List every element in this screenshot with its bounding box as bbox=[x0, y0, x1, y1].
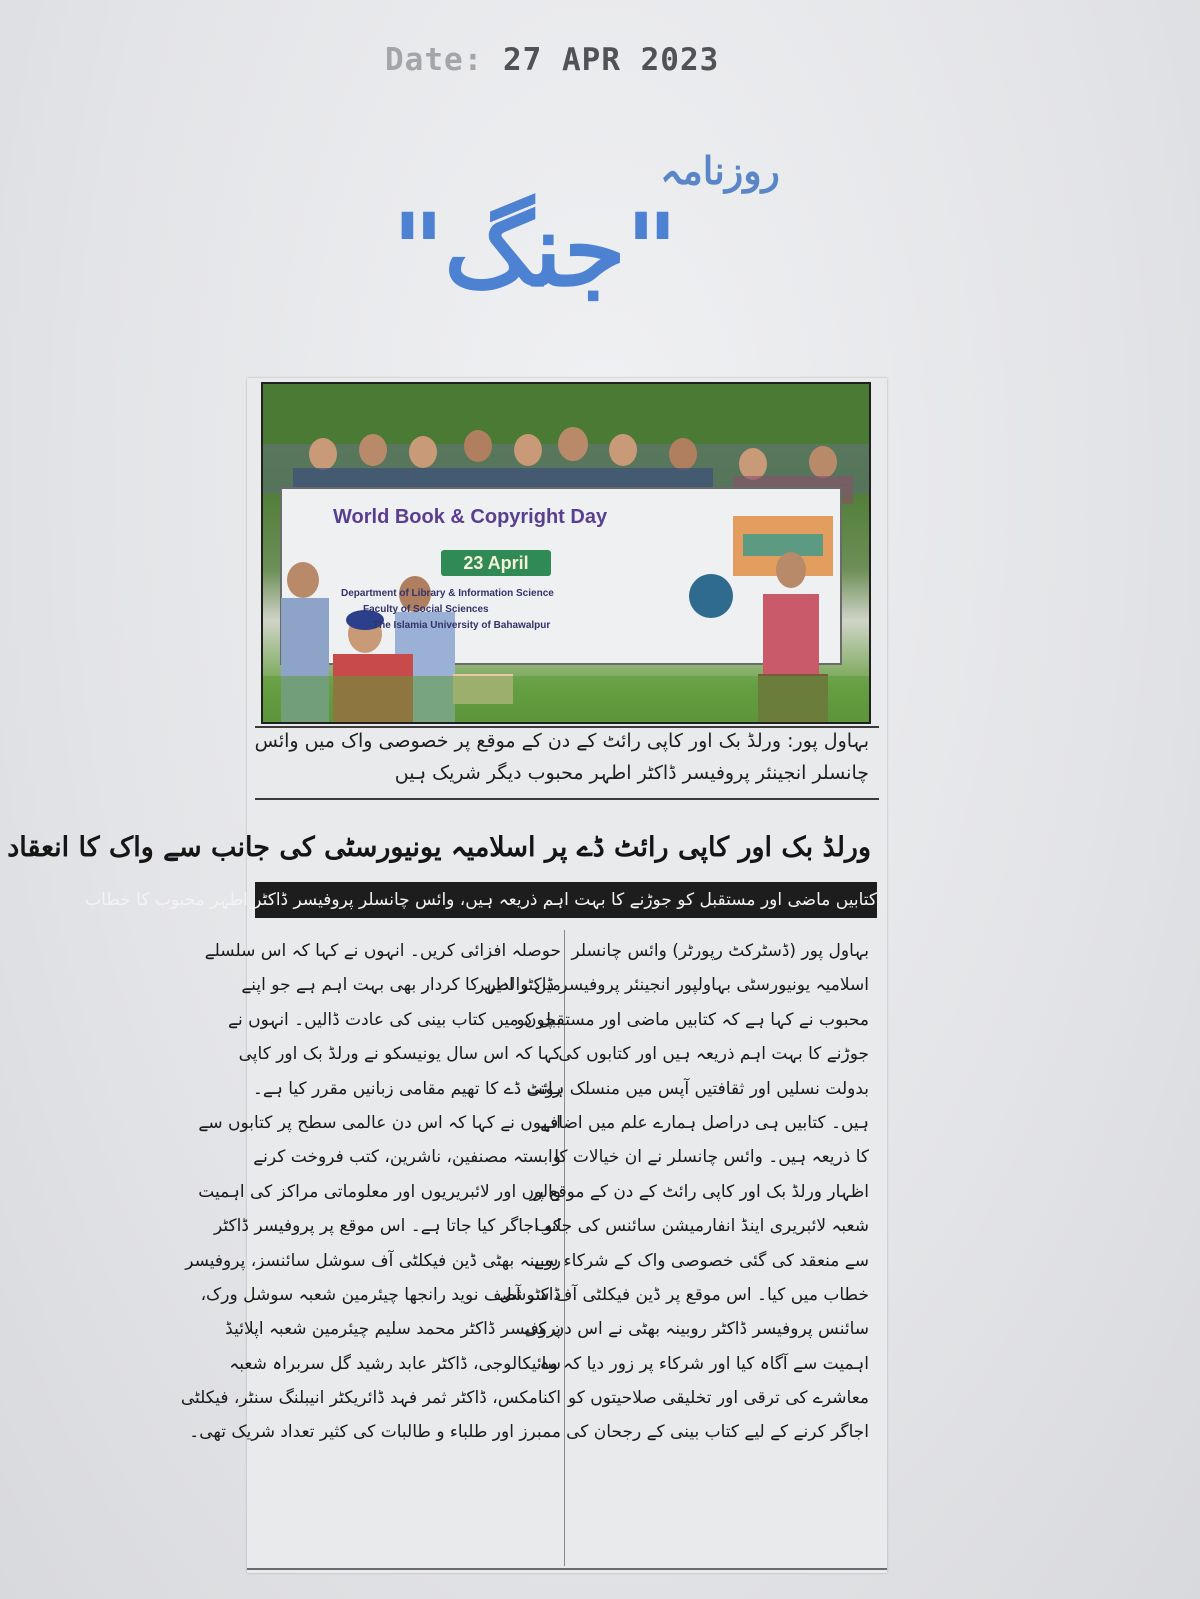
photo-caption-line-1: بہاول پور: ورلڈ بک اور کاپی رائٹ کے دن کے موقع پر خصوصی واک میں وائس bbox=[254, 730, 869, 752]
article-line: بچوں میں کتاب بینی کی عادت ڈالیں۔ انہوں نے bbox=[228, 1009, 561, 1030]
article-line: کہا کہ اس سال یونیسکو نے ورلڈ بک اور کاپی bbox=[238, 1044, 561, 1065]
caption-top-rule bbox=[255, 726, 879, 728]
caption-bottom-rule bbox=[255, 798, 879, 800]
article-line: جوڑنے کا بہت اہم ذریعہ ہیں اور کتابوں کی bbox=[558, 1044, 869, 1065]
article-line: سائیکالوجی، ڈاکٹر عابد رشید گل سربراہ شعبہ bbox=[229, 1353, 561, 1374]
article-line: کا ذریعہ ہیں۔ وائس چانسلر نے ان خیالات کا bbox=[554, 1147, 869, 1168]
article-line: اجاگر کرنے کے لیے کتاب بینی کے رجحان کی bbox=[566, 1422, 869, 1443]
article-column-right bbox=[476, 934, 869, 1564]
article-line: اظہار ورلڈ بک اور کاپی رائٹ کے دن کے موقع پر bbox=[529, 1181, 869, 1202]
banner-date: 23 April bbox=[441, 550, 551, 576]
masthead-title: "جنگ" bbox=[392, 191, 678, 309]
article-line: ڈاکٹر آصف نوید رانجھا چیئرمین شعبہ سوشل ورک، bbox=[200, 1284, 561, 1305]
article-line: بدولت نسلیں اور ثقافتیں آپس میں منسلک ہوتی bbox=[526, 1078, 869, 1099]
article-line: پروفیسر ڈاکٹر محمد سلیم چیئرمین شعبہ اپلائیڈ bbox=[225, 1319, 561, 1340]
article-line: وابستہ مصنفین، ناشرین، کتب فروخت کرنے bbox=[253, 1147, 561, 1168]
article-line: سائنس پروفیسر ڈاکٹر روبینہ بھٹی نے اس دن کی bbox=[524, 1319, 869, 1340]
newspaper-clipping bbox=[7, 378, 887, 1573]
article-line: شعبہ لائبریری اینڈ انفارمیشن سائنس کی جانب bbox=[535, 1216, 869, 1237]
article-line: اہمیت سے آگاہ کیا اور شرکاء پر زور دیا کہ وہ bbox=[539, 1353, 869, 1374]
article-column-left bbox=[180, 934, 561, 1564]
banner-title: World Book & Copyright Day bbox=[333, 506, 608, 528]
article-line: ہیں۔ کتابیں ہی دراصل ہمارے علم میں اضافے bbox=[540, 1112, 869, 1133]
date-stamp bbox=[385, 42, 720, 92]
article-line: اکنامکس، ڈاکٹر ثمر فہد ڈائریکٹر انیبلنگ سنٹر، فیکلٹی bbox=[180, 1388, 561, 1409]
clipping-bottom-rule bbox=[247, 1568, 887, 1570]
date-stamp-value: 27 APR 2023 bbox=[503, 42, 720, 78]
article-line: خطاب میں کیا۔ اس موقع پر ڈین فیکلٹی آف سوشل bbox=[499, 1284, 869, 1305]
banner-line-department: Department of Library & Information Science bbox=[341, 588, 554, 599]
article-line: روبینہ بھٹی ڈین فیکلٹی آف سوشل سائنسز، پروفیسر bbox=[185, 1250, 561, 1271]
news-photo bbox=[261, 382, 871, 724]
article-line: میں والدین کا کردار بھی بہت اہم ہے جو اپنے bbox=[241, 975, 561, 996]
article-line: رائٹ ڈے کا تھیم مقامی زبانیں مقرر کیا ہے۔ bbox=[252, 1078, 561, 1099]
article-line: ممبرز اور طلباء و طالبات کی کثیر تعداد شریک تھی۔ bbox=[189, 1422, 561, 1443]
article-line: محبوب نے کہا ہے کہ کتابیں ماضی اور مستقبل کو bbox=[516, 1009, 869, 1030]
masthead-daily: روزنامہ bbox=[660, 148, 780, 193]
article-line: انہوں نے کہا کہ اس دن عالمی سطح پر کتابوں سے bbox=[198, 1112, 561, 1133]
article-line: بہاول پور (ڈسٹرکٹ رپورٹر) وائس چانسلر bbox=[571, 941, 869, 961]
banner-line-university: The Islamia University of Bahawalpur bbox=[373, 620, 551, 631]
article-line: والوں اور لائبریریوں اور معلوماتی مراکز کی اہمیت bbox=[198, 1181, 561, 1202]
article-line: کو اجاگر کیا جاتا ہے۔ اس موقع پر پروفیسر ڈاکٹر bbox=[214, 1216, 561, 1237]
subheadline: کتابیں ماضی اور مستقبل کو جوڑنے کا بہت اہم ذریعہ ہیں، وائس چانسلر پروفیسر ڈاکٹر اطہر محبوب کا خطاب bbox=[255, 882, 877, 918]
article-line: سے منعقد کی گئی خصوصی واک کے شرکاء سے bbox=[534, 1250, 869, 1271]
banner-line-faculty: Faculty of Social Sciences bbox=[363, 604, 489, 615]
article-line: حوصلہ افزائی کریں۔ انہوں نے کہا کہ اس سلسلے bbox=[204, 941, 561, 961]
photo-scene-illustration bbox=[263, 384, 869, 722]
photo-caption-line-2: چانسلر انجینئر پروفیسر ڈاکٹر اطہر محبوب دیگر شریک ہیں bbox=[394, 762, 869, 784]
date-stamp-label: Date: bbox=[385, 42, 484, 78]
headline: ورلڈ بک اور کاپی رائٹ ڈے پر اسلامیہ یونیورسٹی کی جانب سے واک کا انعقاد bbox=[7, 832, 871, 863]
article-line: معاشرے کی ترقی اور تخلیقی صلاحیتوں کو bbox=[567, 1388, 869, 1409]
article-line: اسلامیہ یونیورسٹی بہاولپور انجینئر پروفیسر ڈاکٹر اطہر bbox=[476, 975, 869, 996]
